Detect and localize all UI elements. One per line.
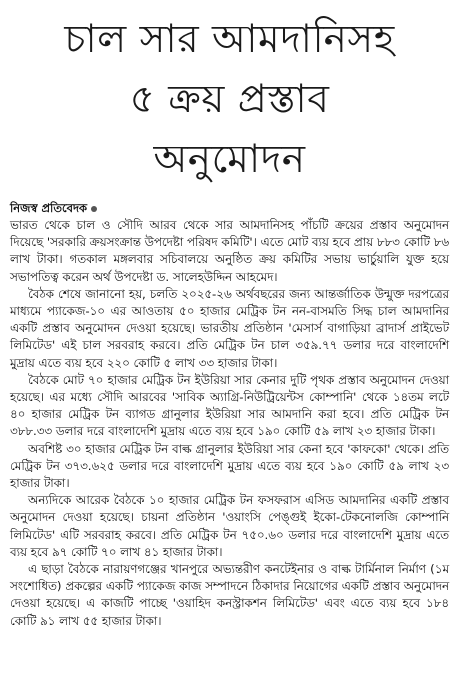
paragraph-6: এ ছাড়া বৈঠকে নারায়ণগঞ্জের খানপুরে অভ্যন্তরীণ কনটেইনার ও বাল্ক টার্মিনাল নির্মাণ (১ম সংশোধিত) প্রকল্পের একটি প্যাকেজ কাজ সম্পাদনে ঠিকাদার নিয়োগের একটি প্রস্তাব অনুমোদন দেওয়া হয়েছে। এ কাজটি পাচ্ছে 'ওয়াহিদ কনস্ট্রাকশন লিমিটেড' এবং এতে ব্যয় হবে ১৮৪ কোটি ৯১ লাখ ৫৫ হাজার টাকা। xyxy=(10,562,449,628)
paragraph-4: অবশিষ্ট ৩০ হাজার মেট্রিক টন বাল্ক গ্রানুলার ইউরিয়া সার কেনা হবে 'কাফকো' থেকে। প্রতি মেট্রিক টন ৩৭৩.৬২৫ ডলার দরে বাংলাদেশি মুদ্রায় এতে ব্যয় হবে ১৯০ কোটি ৫৯ লাখ ২৩ হাজার টাকা। xyxy=(10,441,449,491)
byline xyxy=(10,200,449,217)
bullet-dot-icon xyxy=(91,206,97,212)
paragraph-3: বৈঠকে মোট ৭০ হাজার মেট্রিক টন ইউরিয়া সার কেনার দুটি পৃথক প্রস্তাব অনুমোদন দেওয়া হয়েছে। এর মধ্যে সৌদি আরবের 'সাবিক অ্যাগ্রি-নিউট্রিয়েন্টস কোম্পানি' থেকে ১৪তম লটে ৪০ হাজার মেট্রিক টন ব্যাগড গ্রানুলার ইউরিয়া সার আমদানি করা হবে। প্রতি মেট্রিক টন ৩৮৮.৩৩ ডলার দরে বাংলাদেশি মুদ্রায় এতে ব্যয় হবে ১৯০ কোটি ৫৯ লাখ ২৩ হাজার টাকা। xyxy=(10,372,449,439)
headline-line-1: চাল সার আমদানিসহ xyxy=(64,17,395,62)
headline xyxy=(0,0,459,190)
paragraph-5: অন্যদিকে আরেক বৈঠকে ১০ হাজার মেট্রিক টন ফসফরাস এসিড আমদানির একটি প্রস্তাব অনুমোদন দেওয়া হয়েছে। চায়না প্রতিষ্ঠান 'ওয়াংসি পেঙ্গুই ইকো-টেকনোলজি কোম্পানি লিমিটেড' এটি সরবরাহ করবে। প্রতি মেট্রিক টন ৭৫০.৬০ ডলার দরে বাংলাদেশি মুদ্রায় এতে ব্যয় হবে ৯৭ কোটি ৭০ লাখ ৪১ হাজার টাকা। xyxy=(10,493,449,559)
article-body xyxy=(0,200,459,630)
headline-line-2: ৫ ক্রয় প্রস্তাব xyxy=(129,77,330,122)
paragraph-2: বৈঠক শেষে জানানো হয়, চলতি ২০২৫-২৬ অর্থবছরের জন্য আন্তর্জাতিক উন্মুক্ত দরপত্রের মাধ্যমে প্যাকেজ-১০ এর আওতায় ৫০ হাজার মেট্রিক টন নন-বাসমতি সিদ্ধ চাল আমদানির একটি প্রস্তাব অনুমোদন দেওয়া হয়েছে। ভারতীয় প্রতিষ্ঠান 'মেসার্স বাগাড়িয়া ব্রাদার্স প্রাইভেট লিমিটেড' এই চাল সরবরাহ করবে। প্রতি মেট্রিক টন চাল ৩৫৯.৭৭ ডলার দরে বাংলাদেশি মুদ্রায় এতে ব্যয় হবে ২২০ কোটি ৫ লাখ ৩৩ হাজার টাকা। xyxy=(10,286,449,370)
paragraph-1: ভারত থেকে চাল ও সৌদি আরব থেকে সার আমদানিসহ পাঁচটি ক্রয়ের প্রস্তাব অনুমোদন দিয়েছে 'সরকারি ক্রয়সংক্রান্ত উপদেষ্টা পরিষদ কমিটি'। এতে মোট ব্যয় হবে প্রায় ৮৮৩ কোটি ৮৬ লাখ টাকা। গতকাল মঙ্গলবার সচিবালয়ে অনুষ্ঠিত ক্রয় কমিটির সভায় ভার্চুয়ালি যুক্ত হয়ে সভাপতিত্ব করেন অর্থ উপদেষ্টা ড. সালেহউদ্দিন আহমেদ। xyxy=(10,218,449,284)
byline-text: নিজস্ব প্রতিবেদক xyxy=(10,201,88,215)
headline-line-3: অনুমোদন xyxy=(153,137,306,182)
